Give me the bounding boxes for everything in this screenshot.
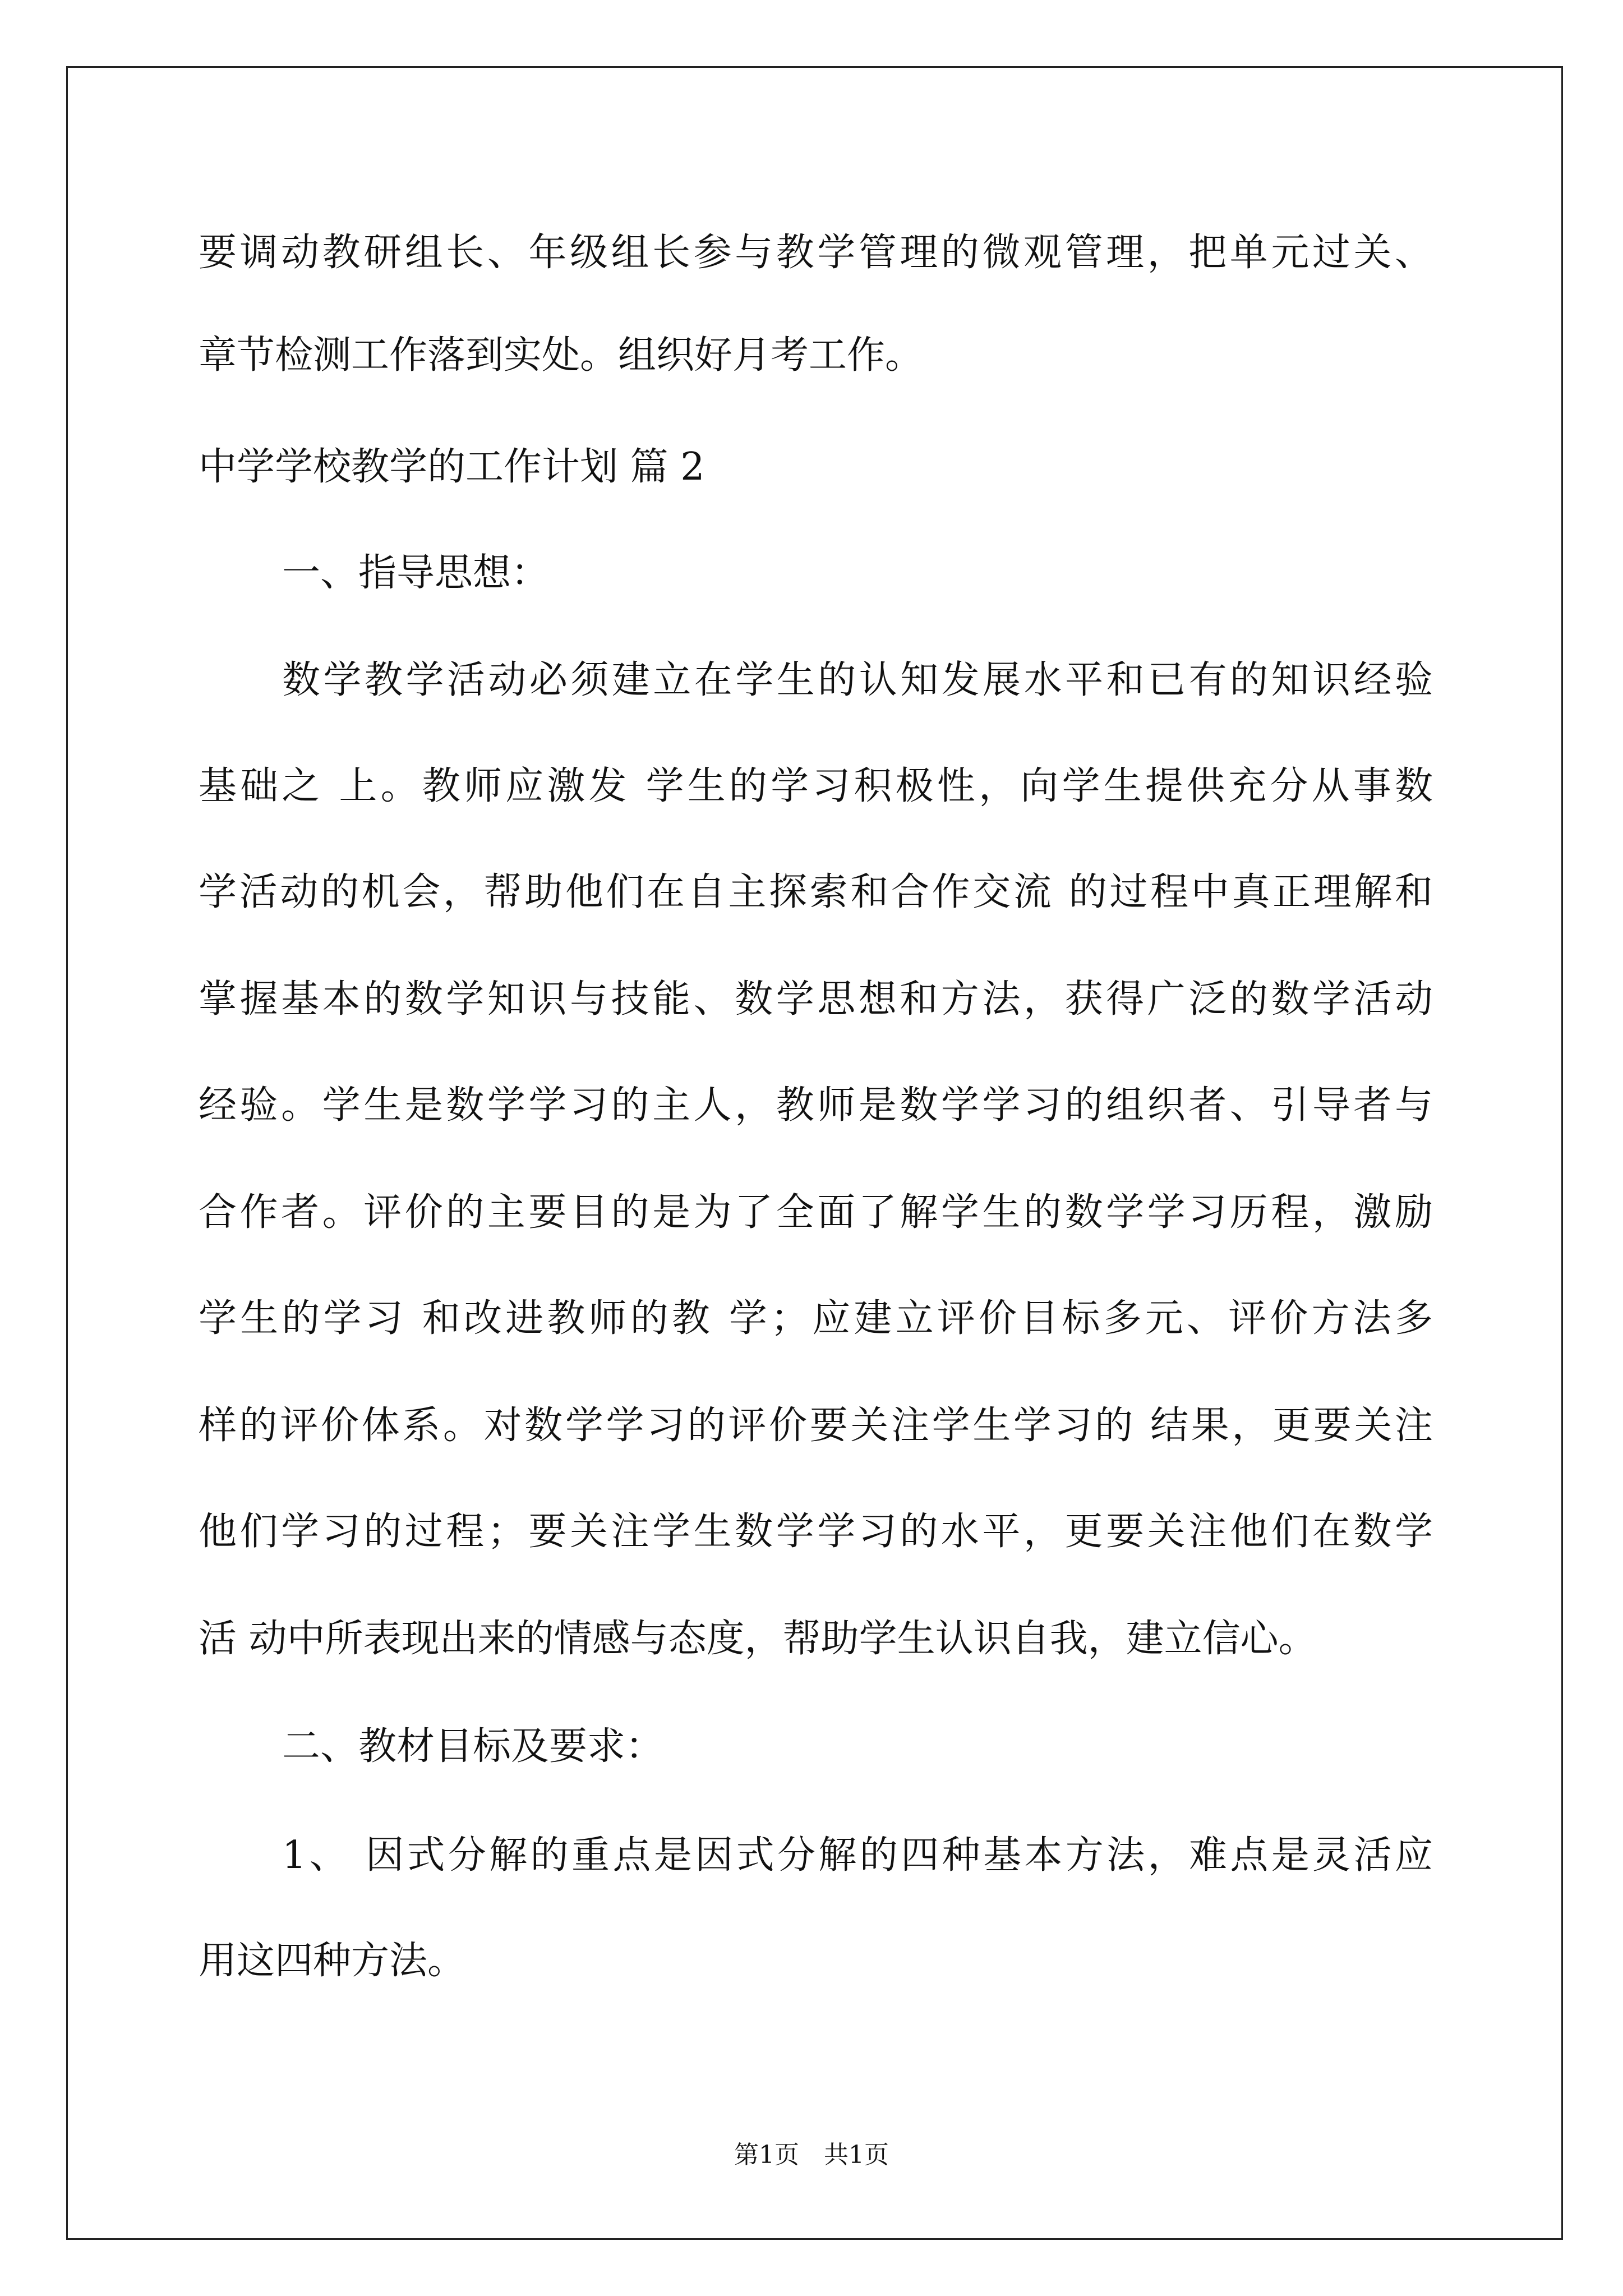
text-line: 基础之 上。教师应激发 学生的学习积极性，向学生提供充分从事数 xyxy=(199,764,1433,808)
text-line: 学生的学习 和改进教师的教 学；应建立评价目标多元、评价方法多 xyxy=(199,1296,1433,1341)
text-line: 他们学习的过程；要关注学生数学学习的水平，更要关注他们在数学 xyxy=(199,1510,1433,1554)
text-line: 要调动教研组长、年级组长参与教学管理的微观管理，把单元过关、 xyxy=(199,231,1433,275)
text-line: 样的评价体系。对数学学习的评价要关注学生学习的 结果，更要关注 xyxy=(199,1404,1433,1448)
text-line: 合作者。评价的主要目的是为了全面了解学生的数学学习历程，激励 xyxy=(199,1190,1433,1235)
text-line: 章节检测工作落到实处。组织好月考工作。 xyxy=(199,333,924,378)
text-line: 掌握基本的数学知识与技能、数学思想和方法，获得广泛的数学活动 xyxy=(199,977,1433,1022)
text-line: 活 动中所表现出来的情感与态度，帮助学生认识自我，建立信心。 xyxy=(199,1617,1317,1661)
page-border xyxy=(66,66,1563,2240)
text-line: 1、 因式分解的重点是因式分解的四种基本方法，难点是灵活应 xyxy=(282,1833,1433,1878)
text-line: 学活动的机会，帮助他们在自主探索和合作交流 的过程中真正理解和 xyxy=(199,870,1433,914)
text-line: 数学教学活动必须建立在学生的认知发展水平和已有的知识经验 xyxy=(282,658,1433,702)
section-heading: 一、指导思想： xyxy=(282,551,550,595)
section-title: 中学学校教学的工作计划 篇 2 xyxy=(199,445,705,489)
page-footer: 第1页 共1页 xyxy=(734,2141,889,2169)
text-line: 经验。学生是数学学习的主人，教师是数学学习的组织者、引导者与 xyxy=(199,1083,1433,1128)
text-line: 用这四种方法。 xyxy=(199,1939,466,1983)
section-heading: 二、教材目标及要求： xyxy=(282,1724,664,1769)
